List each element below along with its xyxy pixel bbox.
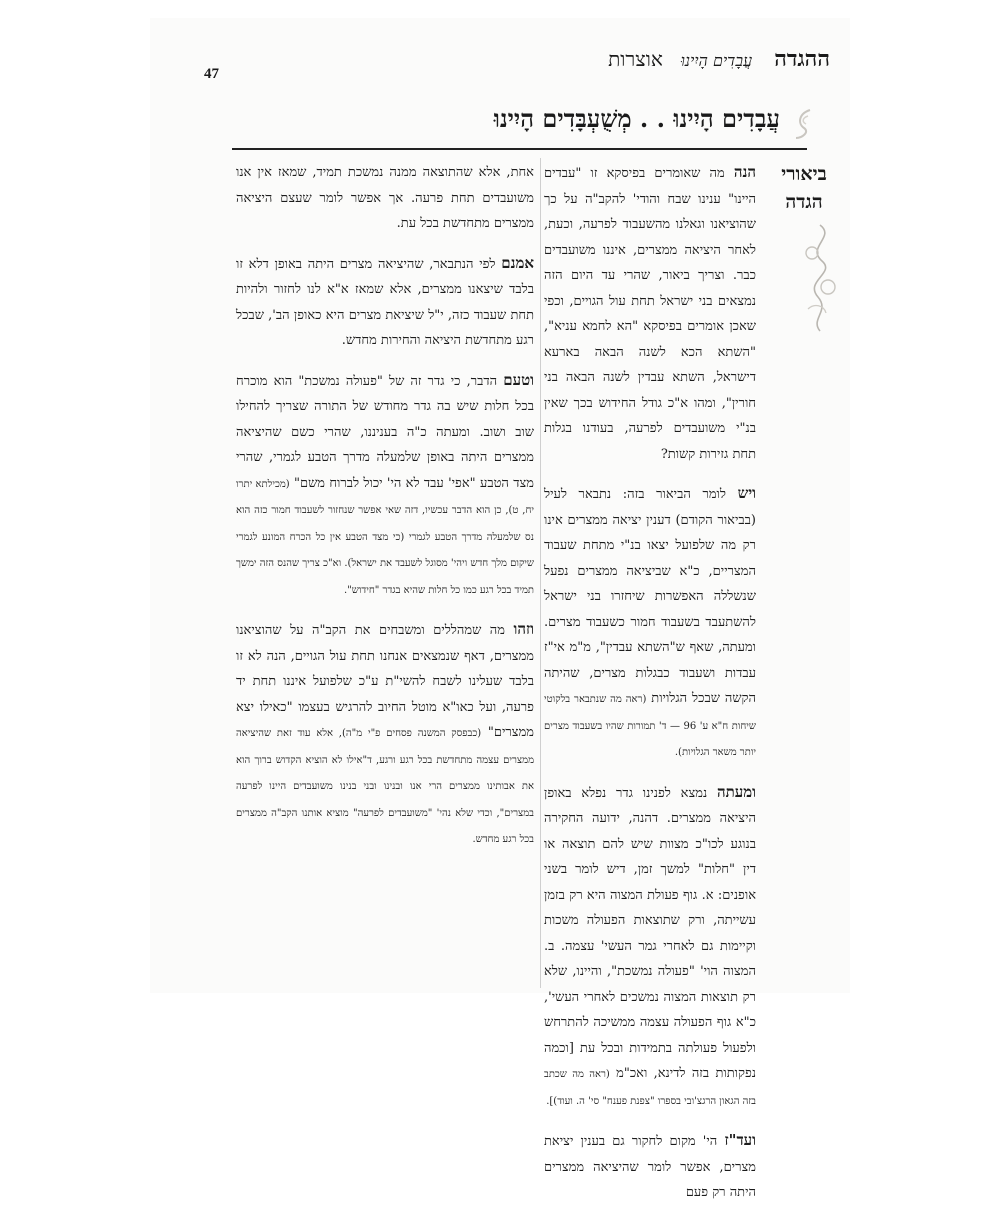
paragraph — [544, 160, 756, 467]
paragraph-lead-word: הנה — [733, 163, 756, 181]
side-label — [758, 160, 850, 216]
paragraph-text: אחת, אלא שהתוצאה ממנה נמשכת תמיד, שמאז אין אנו משועבדים תחת פרעה. אך אפשר לומר שעצם היציאה ממצרים מתחדשת בכל עת. — [236, 165, 534, 231]
section-title: עֲבָדִים הָיִינוּ . . מְשֻׁעְבָּדִים הָיִינוּ — [493, 104, 780, 133]
running-head — [530, 46, 830, 72]
paragraph-text: הי' מקום לחקור גם בענין יציאת מצרים, אפשר לומר שהיציאה ממצרים היתה רק פעם — [544, 1134, 756, 1200]
paragraph-lead-word: ומעתה — [717, 782, 756, 801]
side-ornament-icon — [800, 223, 840, 333]
title-ornament-icon — [790, 106, 814, 142]
paragraph-lead-word: וזהו — [513, 620, 534, 638]
running-head-book-name: אוצרות — [608, 47, 663, 71]
paragraph-text: מה שמהללים ומשבחים את הקב"ה על שהוציאנו ממצרים, דאף שנמצאים אנחנו תחת עול הגויים, הנה לא זו בלבד שעלינו לשבח להשי"ת ע"כ שלפועל איננו תחת יד פרעה, ועל כאו"א מוטל החיוב להרגיש בעצמו "כאילו יצא ממצרים" — [236, 623, 534, 740]
paragraph-lead-word: אמנם — [501, 253, 534, 272]
running-head-subtitle: עֲבָדִים הָיִינוּ — [680, 51, 753, 70]
paragraph-text: נמצא לפנינו גדר נפלא באופן היציאה ממצרים. דהנה, ידועה החקירה בנוגע לכו"כ מצוות שיש להם תוצאה או דין "חלות" למשך זמן, דיש לומר בשני אופנים: א. גוף פעולת המצוה היא רק בזמן עשייתה, ורק שתוצאות הפעולה משכות וקיימות גם לאחרי גמר העשי' עצמה. ב. המצוה הוי' "פעולה נמשכת", והיינו, שלא רק תוצאות המצוה נמשכים לאחרי העשי', כ"א גוף הפעולה עצמה ממשיכה להתרחש ולפעול פעולתה בתמידות ובכל עת [וכמה נפקותות בזה לדינא, ואכ"מ — [544, 785, 756, 1081]
right-column — [544, 160, 756, 1220]
paragraph-note: (מכילתא יתרו יח, ט), כן הוא הדבר עכשיו, דזה שאי אפשר שנחזור לשעבוד חמור כזה הוא נס שלמעלה מדרך הטבע לגמרי (כי מצד הטבע אין כל הכרח המונע לגמרי שיקום מלך חדש ויהי' מסוגל לשעבד את ישראל). וא"כ צריך שהנס הזה ימשך תמיד בכל רגע כמו כל חלות שהיא בגדר "חידוש". — [236, 478, 534, 596]
page-number: 47 — [204, 66, 219, 82]
paragraph-lead-word: ויש — [737, 484, 756, 502]
paragraph-lead-word: וטעם — [503, 370, 534, 389]
title-rule — [232, 148, 807, 150]
paragraph-text: מה שאומרים בפיסקא זו "עבדים היינו" ענינו שבח והודי' להקב"ה על כך שהוציאנו וגאלנו מהשעבוד לפרעה, וכעת, לאחר היציאה ממצרים, איננו משועבדים כבר. וצריך ביאור, שהרי עד היום הזה נמצאים בני ישראל תחת עול הגויים, וכפי שאכן אומרים בפיסקא "הא לחמא עניא", "השתא הכא לשנה הבאה בארעא דישראל, השתא עבדין לשנה הבאה בני חורין", ומהו א"כ גודל החידוש בכך שאין בנ"י משועבדים לפרעה, בעודנו בגלות תחת גזירות קשות? — [544, 166, 756, 462]
paragraph — [544, 481, 756, 766]
paragraph-note: (ראה מה שכתב בזה הגאון הרגצ'ובי בספרו "צפנת פענח" סי' ה. ועוד)]. — [544, 1069, 756, 1107]
side-label-line-1: ביאורי — [781, 163, 827, 185]
running-head-main-title: ההגדה — [774, 46, 830, 72]
book-page — [150, 18, 850, 1200]
paragraph-text: הדבר, כי גדר זה של "פעולה נמשכת" הוא מוכרח בכל חלות שיש בה גדר מחודש של התורה שצריך להחילו שוב ושוב. ומעתה כ"ה בעניננו, שהרי כשם שהיציאה ממצרים היתה באופן שלמעלה מדרך הטבע לגמרי, שהרי מצד הטבע "אפי' עבד לא הי' יכול לברוח משם" — [236, 373, 534, 491]
paragraph-lead-word: ועד"ז — [724, 1131, 756, 1149]
paragraph — [236, 617, 534, 853]
paragraph — [236, 368, 534, 604]
left-column — [236, 160, 534, 867]
paragraph — [544, 780, 756, 1115]
paragraph — [236, 251, 534, 354]
paragraph — [544, 1128, 756, 1206]
paragraph — [236, 160, 534, 237]
paragraph-note: (כבפסק המשנה פסחים פ"י מ"ה), אלא עוד זאת שהיציאה ממצרים עצמה מתחדשת בכל רגע ורגע, ד"אילו לא הוציא הקדוש ברוך הוא את אבותינו ממצרים הרי אנו ובנינו ובני בנינו משועבדים היינו לפרעה במצרים", וכדי שלא נהי' "משועבדים לפרעה" מוציא אותנו הקב"ה ממצרים בכל רגע מחדש. — [236, 728, 534, 845]
side-label-line-2: הגדה — [785, 191, 823, 213]
paragraph-text: לומר הביאור בזה: נתבאר לעיל (בביאור הקודם) דענין יציאה ממצרים אינו רק מה שלפועל יצאו בנ"י מתחת שעבוד המצריים, כ"א שביציאה ממצרים נפעל שנשללה האפשרות שיחזרו בני ישראל להשתעבד בשעבוד חמור כשעבוד מצרים. ומעתה, שאף ש"השתא עבדין", מ"מ אי"ז עבדות ושעבוד כבגלות מצרים, שהיתה הקשה שבכל הגלויות — [544, 487, 756, 706]
column-divider — [540, 158, 541, 988]
paragraph-note: (ראה מה שנתבאר בלקוטי שיחות ח"א ע' 96 — ד' תמורות שהיו בשעבוד מצרים יותר משאר הגלויות). — [544, 694, 756, 758]
paragraph-text: לפי הנתבאר, שהיציאה מצרים היתה באופן דלא זו בלבד שיצאנו ממצרים, אלא שמאז א"א לנו לחזור ולהיות תחת שעבוד כזה, י"ל שיציאת מצרים היא כאופן הב', שבכל רגע מתחדשת היציאה והחירות מחדש. — [236, 256, 534, 348]
